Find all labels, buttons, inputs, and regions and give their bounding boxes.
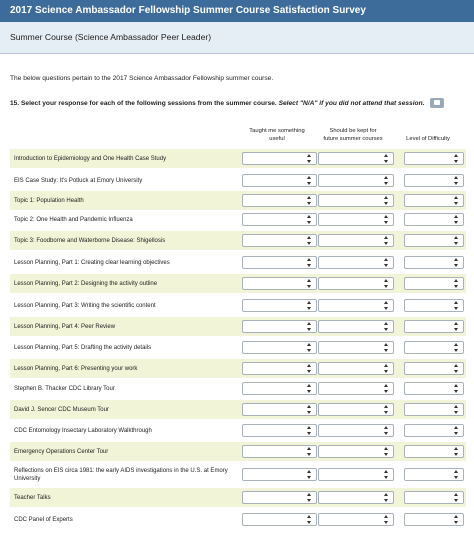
select-arrows-icon xyxy=(384,196,389,205)
session-label: Teacher Talks xyxy=(14,494,51,501)
select-arrows-icon xyxy=(307,364,312,373)
session-row xyxy=(10,400,466,419)
select-arrows-icon xyxy=(307,236,312,245)
select-arrows-icon xyxy=(384,301,389,310)
difficulty-select[interactable] xyxy=(404,256,464,269)
select-arrows-icon xyxy=(307,322,312,331)
intro-text: The below questions pertain to the 2017 Science Ambassador Fellowship summer course. xyxy=(10,75,274,82)
taught-select[interactable] xyxy=(242,424,317,437)
kept-select[interactable] xyxy=(318,445,394,458)
select-arrows-icon xyxy=(384,447,389,456)
select-arrows-icon xyxy=(454,154,459,163)
session-row xyxy=(10,210,466,229)
select-arrows-icon xyxy=(384,176,389,185)
question-text: 15. Select your response for each of the following sessions from the summer course. xyxy=(10,100,277,107)
kept-select[interactable] xyxy=(318,152,394,165)
difficulty-select[interactable] xyxy=(404,194,464,207)
difficulty-select[interactable] xyxy=(404,341,464,354)
session-label: Topic 2: One Health and Pandemic Influenza xyxy=(14,216,133,223)
select-arrows-icon xyxy=(307,384,312,393)
select-arrows-icon xyxy=(454,176,459,185)
select-arrows-icon xyxy=(454,515,459,524)
select-arrows-icon xyxy=(384,236,389,245)
survey-title: 2017 Science Ambassador Fellowship Summer Course Satisfaction Survey xyxy=(10,5,366,16)
difficulty-select[interactable] xyxy=(404,362,464,375)
question-note: Select "N/A" if you did not attend that session. xyxy=(278,100,425,107)
select-arrows-icon xyxy=(307,343,312,352)
select-arrows-icon xyxy=(307,447,312,456)
kept-select[interactable] xyxy=(318,382,394,395)
taught-select[interactable] xyxy=(242,362,317,375)
kept-select[interactable] xyxy=(318,403,394,416)
select-arrows-icon xyxy=(384,364,389,373)
select-arrows-icon xyxy=(307,426,312,435)
kept-select[interactable] xyxy=(318,341,394,354)
taught-select[interactable] xyxy=(242,382,317,395)
kept-select[interactable] xyxy=(318,468,394,481)
difficulty-select[interactable] xyxy=(404,213,464,226)
select-arrows-icon xyxy=(384,493,389,502)
session-label: Emergency Operations Center Tour xyxy=(14,448,109,455)
select-arrows-icon xyxy=(384,470,389,479)
session-label: Stephen B. Thacker CDC Library Tour xyxy=(14,385,115,392)
session-row xyxy=(10,488,466,507)
question-15 xyxy=(10,97,466,110)
taught-select[interactable] xyxy=(242,299,317,312)
column-header-kept: Should be kept for future summer courses xyxy=(323,128,383,142)
select-arrows-icon xyxy=(384,426,389,435)
select-arrows-icon xyxy=(454,493,459,502)
select-arrows-icon xyxy=(307,196,312,205)
select-arrows-icon xyxy=(384,384,389,393)
select-arrows-icon xyxy=(384,322,389,331)
session-label: CDC Entomology Insectary Laboratory Walkthrough xyxy=(14,427,152,434)
taught-select[interactable] xyxy=(242,513,317,526)
select-arrows-icon xyxy=(307,279,312,288)
select-arrows-icon xyxy=(384,154,389,163)
difficulty-select[interactable] xyxy=(404,468,464,481)
section-header xyxy=(0,22,474,54)
select-arrows-icon xyxy=(384,279,389,288)
session-row xyxy=(10,463,466,486)
session-row xyxy=(10,296,466,315)
select-arrows-icon xyxy=(384,258,389,267)
session-label: Topic 3: Foodborne and Waterborne Disease: Shigellosis xyxy=(14,237,166,244)
column-header-taught: Taught me something useful xyxy=(249,128,305,142)
survey-title-bar xyxy=(0,0,474,22)
difficulty-select[interactable] xyxy=(404,174,464,187)
session-label: Lesson Planning, Part 6: Presenting your work xyxy=(14,365,138,372)
session-row xyxy=(10,171,466,190)
select-arrows-icon xyxy=(454,236,459,245)
kept-select[interactable] xyxy=(318,174,394,187)
taught-select[interactable] xyxy=(242,213,317,226)
select-arrows-icon xyxy=(307,176,312,185)
select-arrows-icon xyxy=(454,343,459,352)
difficulty-select[interactable] xyxy=(404,299,464,312)
session-label: Lesson Planning, Part 3: Writing the scientific content xyxy=(14,302,156,309)
select-arrows-icon xyxy=(384,343,389,352)
kept-select[interactable] xyxy=(318,320,394,333)
session-row xyxy=(10,191,466,210)
difficulty-select[interactable] xyxy=(404,320,464,333)
select-arrows-icon xyxy=(454,426,459,435)
kept-select[interactable] xyxy=(318,277,394,290)
select-arrows-icon xyxy=(307,515,312,524)
session-row xyxy=(10,149,466,168)
difficulty-select[interactable] xyxy=(404,234,464,247)
session-label: CDC Panel of Experts xyxy=(14,516,73,523)
session-label: David J. Sencer CDC Museum Tour xyxy=(14,406,109,413)
select-arrows-icon xyxy=(384,405,389,414)
session-label: Topic 1: Population Health xyxy=(14,197,84,204)
session-row xyxy=(10,379,466,398)
session-row xyxy=(10,510,466,529)
kept-select[interactable] xyxy=(318,513,394,526)
session-row xyxy=(10,253,466,272)
kept-select[interactable] xyxy=(318,194,394,207)
difficulty-select[interactable] xyxy=(404,513,464,526)
session-label: Lesson Planning, Part 4: Peer Review xyxy=(14,323,116,330)
session-row xyxy=(10,421,466,440)
select-arrows-icon xyxy=(454,405,459,414)
session-row xyxy=(10,442,466,461)
session-label: Lesson Planning, Part 1: Creating clear learning objectives xyxy=(14,259,170,266)
session-label: Lesson Planning, Part 5: Drafting the activity details xyxy=(14,344,152,351)
select-arrows-icon xyxy=(307,258,312,267)
select-arrows-icon xyxy=(307,215,312,224)
select-arrows-icon xyxy=(454,470,459,479)
difficulty-select[interactable] xyxy=(404,382,464,395)
kept-select[interactable] xyxy=(318,256,394,269)
select-arrows-icon xyxy=(454,301,459,310)
taught-select[interactable] xyxy=(242,256,317,269)
difficulty-select[interactable] xyxy=(404,491,464,504)
select-arrows-icon xyxy=(307,301,312,310)
session-row xyxy=(10,338,466,357)
session-row xyxy=(10,274,466,293)
taught-select[interactable] xyxy=(242,320,317,333)
select-arrows-icon xyxy=(454,258,459,267)
taught-select[interactable] xyxy=(242,341,317,354)
kept-select[interactable] xyxy=(318,491,394,504)
session-label: Introduction to Epidemiology and One Health Case Study xyxy=(14,155,167,162)
taught-select[interactable] xyxy=(242,491,317,504)
select-arrows-icon xyxy=(454,364,459,373)
kept-select[interactable] xyxy=(318,424,394,437)
difficulty-select[interactable] xyxy=(404,403,464,416)
taught-select[interactable] xyxy=(242,403,317,416)
session-row xyxy=(10,359,466,378)
session-label: Lesson Planning, Part 2: Designing the activity outline xyxy=(14,280,158,287)
difficulty-select[interactable] xyxy=(404,445,464,458)
select-arrows-icon xyxy=(454,384,459,393)
select-arrows-icon xyxy=(307,493,312,502)
select-arrows-icon xyxy=(454,447,459,456)
taught-select[interactable] xyxy=(242,174,317,187)
taught-select[interactable] xyxy=(242,152,317,165)
section-title: Summer Course (Science Ambassador Peer Leader) xyxy=(10,32,212,42)
select-arrows-icon xyxy=(454,279,459,288)
column-header-difficulty: Level of Difficulty xyxy=(406,136,450,142)
select-arrows-icon xyxy=(307,154,312,163)
select-arrows-icon xyxy=(384,515,389,524)
kept-select[interactable] xyxy=(318,234,394,247)
session-row xyxy=(10,231,466,250)
difficulty-select[interactable] xyxy=(404,152,464,165)
kept-select[interactable] xyxy=(318,299,394,312)
difficulty-select[interactable] xyxy=(404,277,464,290)
session-label: EIS Case Study: It's Potluck at Emory University xyxy=(14,177,143,184)
select-arrows-icon xyxy=(307,405,312,414)
comment-icon[interactable] xyxy=(430,98,444,108)
taught-select[interactable] xyxy=(242,234,317,247)
kept-select[interactable] xyxy=(318,213,394,226)
taught-select[interactable] xyxy=(242,277,317,290)
select-arrows-icon xyxy=(384,215,389,224)
taught-select[interactable] xyxy=(242,194,317,207)
select-arrows-icon xyxy=(454,322,459,331)
taught-select[interactable] xyxy=(242,468,317,481)
difficulty-select[interactable] xyxy=(404,424,464,437)
session-row xyxy=(10,317,466,336)
kept-select[interactable] xyxy=(318,362,394,375)
select-arrows-icon xyxy=(454,215,459,224)
select-arrows-icon xyxy=(454,196,459,205)
session-label: Reflections on EIS circa 1981: the early AIDS investigations in the U.S. at Emory University xyxy=(14,467,228,482)
select-arrows-icon xyxy=(307,470,312,479)
taught-select[interactable] xyxy=(242,445,317,458)
